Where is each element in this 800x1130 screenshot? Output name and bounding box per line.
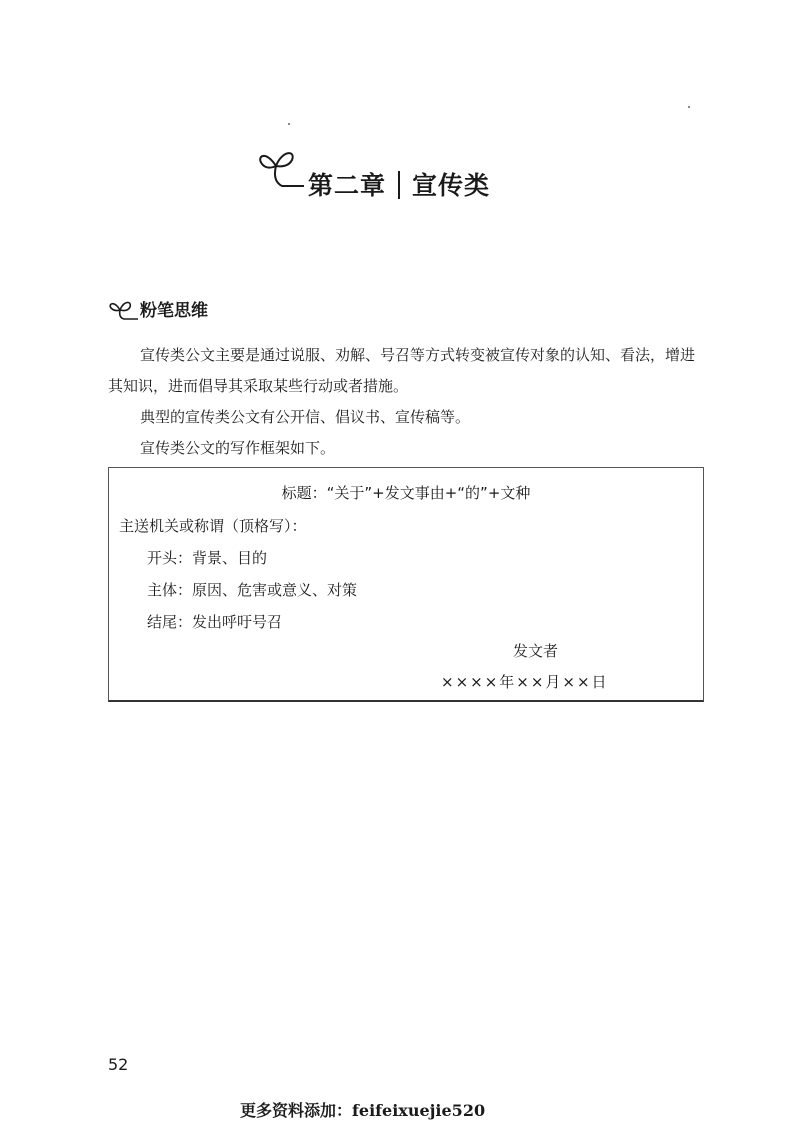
scan-speck bbox=[288, 123, 290, 125]
sprout-icon bbox=[254, 144, 310, 194]
scan-speck bbox=[688, 106, 690, 108]
page-number: 52 bbox=[108, 1055, 129, 1074]
framework-date: ××××年××月××日 bbox=[441, 673, 609, 691]
chapter-heading bbox=[250, 140, 550, 210]
footer-note: 更多资料添加：feifeixuejie520 bbox=[240, 1101, 486, 1120]
section-title: 粉笔思维 bbox=[140, 301, 208, 321]
writing-framework-box bbox=[108, 467, 704, 702]
framework-ending: 结尾：发出呼吁号召 bbox=[147, 613, 283, 631]
sprout-icon bbox=[108, 298, 138, 322]
chapter-name: 宣传类 bbox=[412, 171, 491, 200]
framework-body: 主体：原因、危害或意义、对策 bbox=[147, 581, 358, 599]
paragraph: 宣传类公文主要是通过说服、劝解、号召等方式转变被宣传对象的认知、看法，增进其知识，进而倡导其采取某些行动或者措施。 bbox=[108, 346, 696, 395]
framework-title: 标题：“关于”+发文事由+“的”+文种 bbox=[281, 484, 531, 502]
framework-recipient: 主送机关或称谓（顶格写）： bbox=[119, 517, 307, 535]
paragraph: 宣传类公文的写作框架如下。 bbox=[140, 439, 336, 457]
chapter-number: 第二章 bbox=[308, 171, 387, 200]
chapter-title bbox=[308, 166, 490, 202]
framework-opening: 开头：背景、目的 bbox=[147, 549, 268, 567]
paragraph: 典型的宣传类公文有公开信、倡议书、宣传稿等。 bbox=[140, 408, 471, 426]
framework-sender: 发文者 bbox=[513, 642, 559, 660]
section-heading bbox=[108, 296, 248, 326]
title-divider bbox=[398, 171, 400, 199]
